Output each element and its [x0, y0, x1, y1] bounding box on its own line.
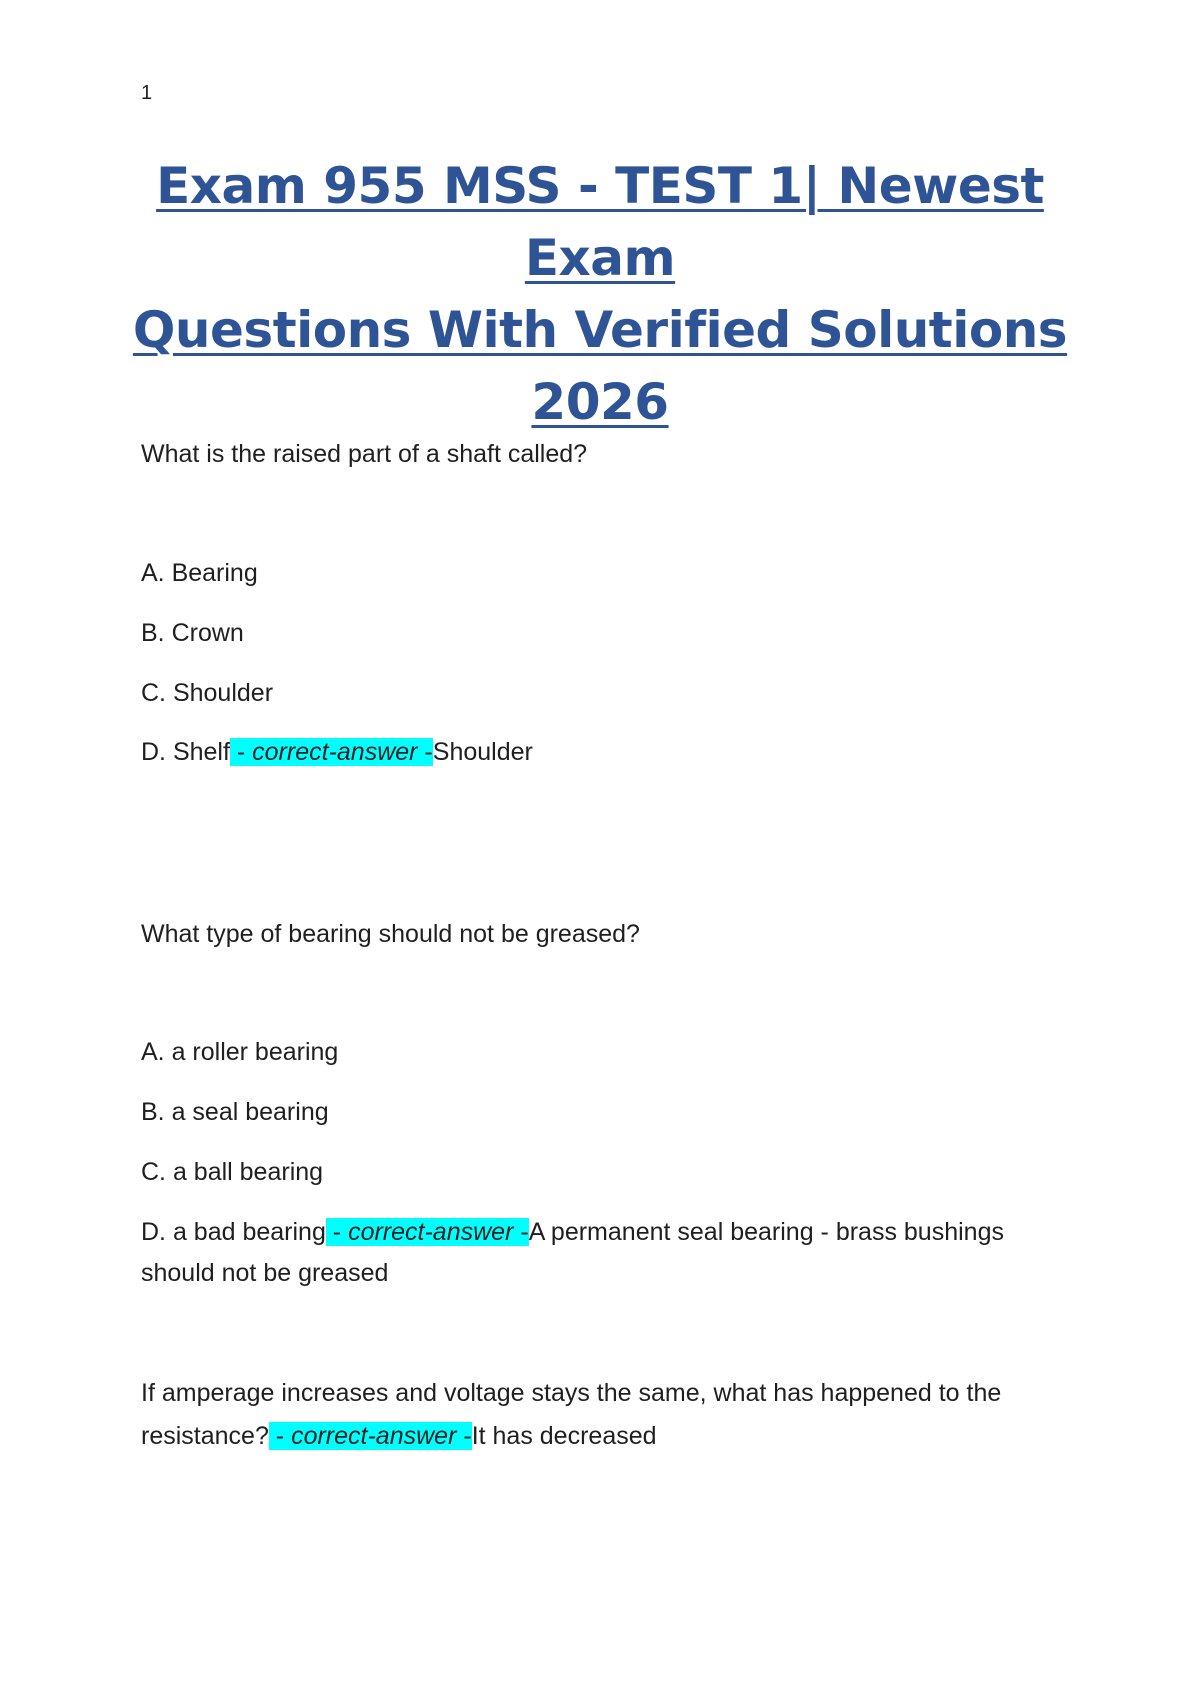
correct-answer-highlight: [269, 1422, 472, 1450]
q3-answer: It has decreased: [471, 1422, 657, 1450]
q1-option-b: B. Crown: [141, 619, 244, 647]
answer-marker-prefix: -: [229, 738, 253, 766]
answer-marker-text: correct-answer: [291, 1422, 457, 1450]
q2-option-c: C. a ball bearing: [141, 1158, 324, 1186]
q1-option-d-line: [141, 731, 533, 773]
q1-option-d: D. Shelf: [141, 738, 230, 766]
q1-question: What is the raised part of a shaft called?: [141, 440, 588, 468]
q3-question-line-1: If amperage increases and voltage stays the same, what has happened to the: [141, 1379, 1002, 1407]
q2-question: What type of bearing should not be greased?: [141, 920, 640, 948]
answer-marker-prefix: -: [325, 1218, 349, 1246]
page-number: 1: [141, 82, 153, 104]
q1-option-c: C. Shoulder: [141, 679, 274, 707]
q2-option-d: D. a bad bearing: [141, 1218, 326, 1246]
correct-answer-highlight: [230, 738, 433, 766]
answer-marker-suffix: -: [513, 1218, 529, 1246]
title-line-1: Exam 955 MSS - TEST 1| Newest Exam: [156, 157, 1044, 287]
answer-marker-suffix: -: [456, 1422, 472, 1450]
q2-option-b: B. a seal bearing: [141, 1098, 329, 1126]
answer-marker-suffix: -: [417, 738, 433, 766]
correct-answer-highlight: [326, 1218, 529, 1246]
answer-marker-text: correct-answer: [348, 1218, 514, 1246]
q2-answer-line-1: A permanent seal bearing - brass bushings: [528, 1218, 1004, 1246]
q3-question-line-2: resistance?: [141, 1422, 269, 1450]
q2-answer-line-2: should not be greased: [141, 1259, 389, 1287]
answer-marker-prefix: -: [268, 1422, 292, 1450]
q1-option-a: A. Bearing: [141, 559, 258, 587]
document-title: [100, 150, 1100, 438]
title-line-2: Questions With Verified Solutions 2026: [132, 301, 1068, 431]
q3-question-line-2-line: [141, 1415, 657, 1457]
q1-answer: Shoulder: [432, 738, 533, 766]
answer-marker-text: correct-answer: [252, 738, 418, 766]
q2-option-d-line: [141, 1211, 1004, 1253]
q2-option-a: A. a roller bearing: [141, 1038, 339, 1066]
